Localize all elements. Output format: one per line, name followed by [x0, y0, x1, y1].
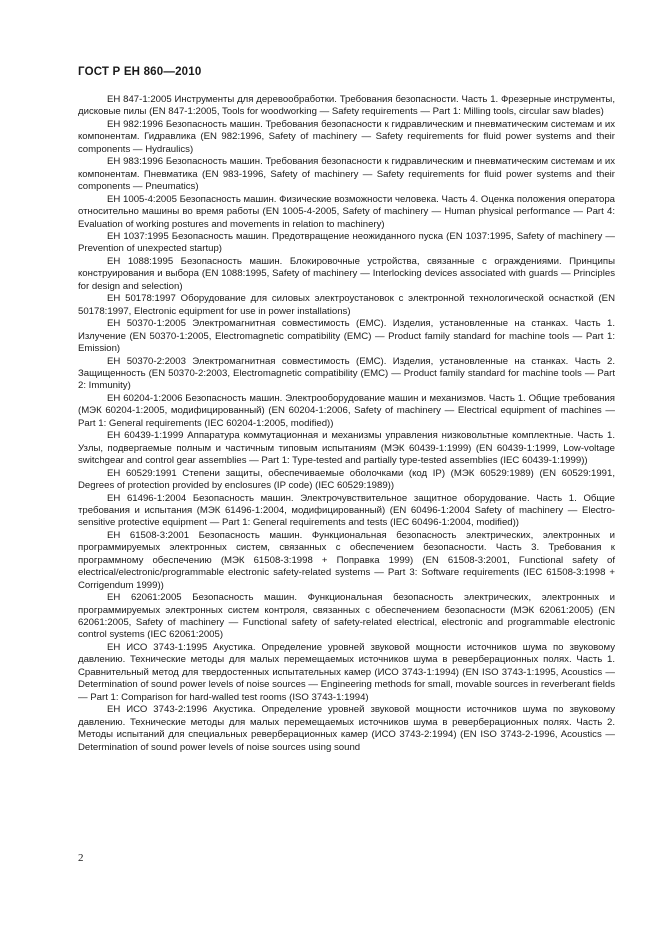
reference-item: ЕН 50370-2:2003 Электромагнитная совместимость (ЕМС). Изделия, установленные на станках. Часть 2. Защищенность (EN 50370-2:2003, Electromagnetic compatibility (EMC) — Product family standard for machine tools — Part 2: Immunity): [78, 355, 615, 392]
reference-list: [78, 94, 615, 754]
reference-item: ЕН 61496-1:2004 Безопасность машин. Электрочувствительное защитное оборудование. Часть 1. Общие требования и испытания (МЭК 61496-1:2004, модифицированный) (EN 60496-1:2004 Safety of machinery — Electro-sensitive protective equipment — Part 1: General requirements and tests (IEC 60496-1:2004, modified)): [78, 492, 615, 529]
reference-item: ЕН ИСО 3743-1:1995 Акустика. Определение уровней звуковой мощности источников шума по звуковому давлению. Технические методы для малых перемещаемых источников шума в реверберационных полях. Часть 1. Сравнительный метод для твердостенных испытательных камер (ИСО 3743-1:1994) (EN ISO 3743-1:1995, Acoustics — Determination of sound power levels of noise sources — Engineering methods for small, movable sources in reverberant fields — Part 1: Comparison for hard-walled test rooms (ISO 3743-1:1994): [78, 641, 615, 703]
reference-item: ЕН 983:1996 Безопасность машин. Требования безопасности к гидравлическим и пневматическим системам и их компонентам. Пневматика (EN 983-1996, Safety of machinery — Safety requirements for fluid power systems and their components — Pneumatics): [78, 156, 615, 193]
reference-item: ЕН ИСО 3743-2:1996 Акустика. Определение уровней звуковой мощности источников шума по звуковому давлению. Технические методы для малых перемещаемых источников шума в реверберационных полях. Часть 2. Методы испытаний для специальных реверберационных камер (ИСО 3743-2:1994) (EN ISO 3743-2-1996, Acoustics — Determination of sound power levels of noise sources using sound: [78, 704, 615, 753]
reference-item: ЕН 60529:1991 Степени защиты, обеспечиваемые оболочками (код IP) (МЭК 60529:1989) (EN 60529:1991, Degrees of protection provided by enclosures (IP code) (IEC 60529:1989)): [78, 467, 615, 492]
reference-item: ЕН 847-1:2005 Инструменты для деревообработки. Требования безопасности. Часть 1. Фрезерные инструменты, дисковые пилы (EN 847-1:2005, Tools for woodworking — Safety requirements — Part 1: Milling tools, circular saw blades): [78, 94, 615, 118]
reference-item: ЕН 62061:2005 Безопасность машин. Функциональная безопасность электрических, электронных и программируемых электронных систем контроля, связанных с обеспечением безопасности (МЭК 62061:2005) (EN 62061:2005, Safety of machinery — Functional safety of safety-related electrical, electronic and programmable electronic control systems (IEC 62061:2005): [78, 592, 615, 641]
reference-item: ЕН 60204-1:2006 Безопасность машин. Электрооборудование машин и механизмов. Часть 1. Общие требования (МЭК 60204-1:2005, модифицированный) (EN 60204-1:2006, Safety of machinery — Electrical equipment of machines — Part 1: General requirements (IEC 60204-1:2005, modified)): [78, 392, 615, 429]
reference-item: ЕН 1037:1995 Безопасность машин. Предотвращение неожиданного пуска (EN 1037:1995, Safety of machinery — Prevention of unexpected startup): [78, 230, 615, 255]
reference-item: ЕН 1088:1995 Безопасность машин. Блокировочные устройства, связанные с ограждениями. Принципы конструирования и выбора (EN 1088:1995, Safety of machinery — Interlocking devices associated with guards — Principles for design and selection): [78, 255, 615, 292]
reference-item: ЕН 61508-3:2001 Безопасность машин. Функциональная безопасность электрических, электронных и программируемых электронных систем, связанных с обеспечением безопасности. Часть 3. Требования к программному обеспечению (МЭК 61508-3:1998 + Поправка 1999) (EN 61508-3:2001, Functional safety of electrical/electronic/programmable electronic safety-related systems — Part 3: Software requirements (IEC 61508-3:1998 + Corrigendum 1999)): [78, 529, 615, 591]
page-number: 2: [78, 852, 84, 864]
document-header: ГОСТ Р ЕН 860—2010: [78, 66, 202, 78]
reference-item: ЕН 50370-1:2005 Электромагнитная совместимость (ЕМС). Изделия, установленные на станках. Часть 1. Излучение (EN 50370-1:2005, Electromagnetic compatibility (EMC) — Product family standard for machine tools — Part 1: Emission): [78, 318, 615, 355]
reference-item: ЕН 50178:1997 Оборудование для силовых электроустановок с электронной технологической оснасткой (EN 50178:1997, Electronic equipment for use in power installations): [78, 293, 615, 317]
reference-item: ЕН 982:1996 Безопасность машин. Требования безопасности к гидравлическим и пневматическим системам и их компонентам. Гидравлика (EN 982:1996, Safety of machinery — Safety requirements for fluid power systems and their components — Hydraulics): [78, 118, 615, 155]
reference-item: ЕН 1005-4:2005 Безопасность машин. Физические возможности человека. Часть 4. Оценка положения оператора относительно машины во время работы (EN 1005-4-2005, Safety of machinery — Human physical performance — Part 4: Evaluation of working postures and movements in relation to machinery): [78, 193, 615, 230]
reference-item: ЕН 60439-1:1999 Аппаратура коммутационная и механизмы управления низковольтные комплектные. Часть 1. Узлы, подвергаемые полным и частичным типовым испытаниям (МЭК 60439-1:1999) (EN 60439-1:1999, Low-voltage switchgear and control gear assemblies — Part 1: Type-tested and partially type-tested assemblies (IEC 60439-1:1999)): [78, 430, 615, 467]
